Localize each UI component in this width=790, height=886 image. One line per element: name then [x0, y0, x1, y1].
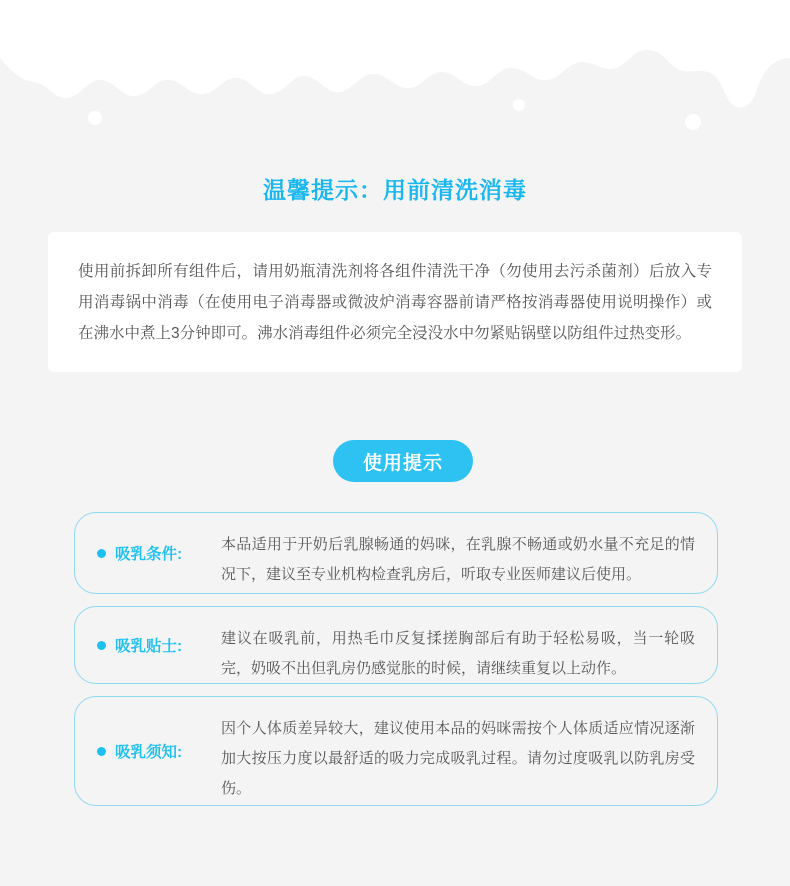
usage-tips-badge-label: 使用提示	[362, 452, 443, 474]
bullet-dot-icon	[97, 641, 106, 650]
list-item	[74, 696, 718, 806]
tip-label: 吸乳贴士:	[115, 638, 183, 655]
list-item	[74, 512, 718, 594]
tip-text: 建议在吸乳前，用热毛巾反复揉搓胸部后有助于轻松易吸，当一轮吸完，奶吸不出但乳房仍感觉胀的时候，请继续重复以上动作。	[221, 630, 695, 677]
bullet-dot-icon	[97, 747, 106, 756]
page-title: 温馨提示：用前清洗消毒	[263, 177, 527, 203]
tip-text: 本品适用于开奶后乳腺畅通的妈咪，在乳腺不畅通或奶水量不充足的情况下，建议至专业机构检查乳房后，听取专业医师建议后使用。	[221, 536, 695, 583]
tip-label-group	[97, 740, 221, 762]
tip-text: 因个人体质差异较大，建议使用本品的妈咪需按个人体质适应情况逐渐加大按压力度以最舒适的吸力完成吸乳过程。请勿过度吸乳以防乳房受伤。	[221, 720, 695, 797]
usage-tips-list	[74, 512, 718, 818]
sterilization-note-text: 使用前拆卸所有组件后，请用奶瓶清洗剂将各组件清洗干净（勿使用去污杀菌剂）后放入专用消毒锅中消毒（在使用电子消毒器或微波炉消毒容器前请严格按消毒器使用说明操作）或在沸水中煮上3分钟即可。沸水消毒组件必须完全浸没水中勿紧贴锅壁以防组件过热变形。	[78, 263, 712, 342]
list-item	[74, 606, 718, 684]
sterilization-note-card	[48, 232, 742, 372]
tip-label: 吸乳须知:	[115, 744, 183, 761]
tip-label: 吸乳条件:	[115, 546, 183, 563]
tip-label-group	[97, 634, 221, 656]
tip-label-group	[97, 542, 221, 564]
bullet-dot-icon	[97, 549, 106, 558]
milk-drip-decoration	[0, 0, 790, 140]
usage-tips-badge	[333, 440, 473, 482]
